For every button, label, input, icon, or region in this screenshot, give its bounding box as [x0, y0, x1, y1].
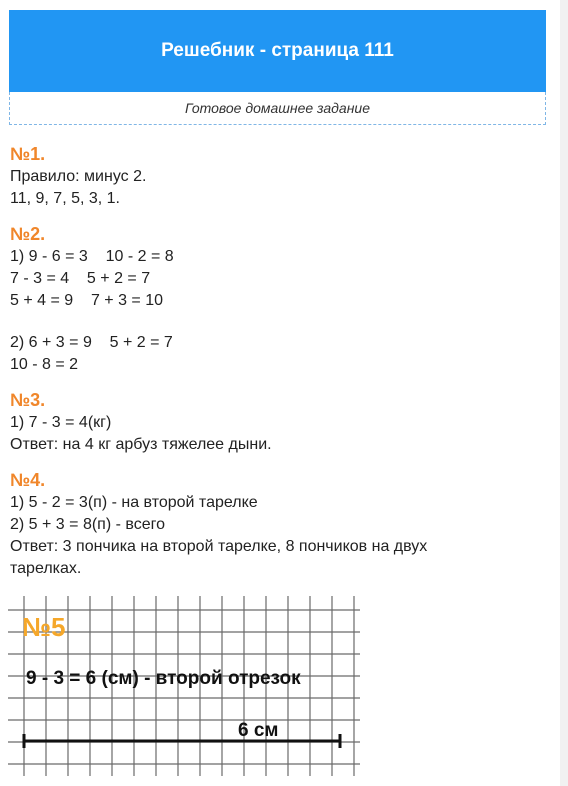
task-line: 1) 7 - 3 = 4(кг)	[10, 414, 112, 431]
page-subtitle-box	[9, 92, 546, 125]
solution-content	[10, 142, 530, 592]
task-number-5: №5	[22, 612, 66, 642]
task-line: 5 + 4 = 9 7 + 3 = 10	[10, 292, 164, 309]
task-line: 1) 9 - 6 = 3 10 - 2 = 8	[10, 248, 174, 265]
page-scrollbar-track	[560, 0, 568, 786]
task-4	[10, 468, 530, 580]
task-line: 10 - 8 = 2	[10, 356, 79, 373]
task-5-equation: 9 - 3 = 6 (см) - второй отрезок	[26, 668, 301, 689]
task-line: 2) 6 + 3 = 9 5 + 2 = 7	[10, 334, 173, 351]
task-line: Ответ: на 4 кг арбуз тяжелее дыни.	[10, 436, 272, 453]
task-1	[10, 142, 530, 210]
task-2	[10, 222, 530, 376]
page-header	[9, 10, 546, 92]
task-number: №1.	[10, 144, 46, 164]
task-5-image	[8, 596, 360, 776]
task-number: №2.	[10, 224, 46, 244]
segment-label: 6 см	[238, 720, 279, 741]
page-title: Решебник - страница 111	[161, 40, 394, 61]
line-gap	[10, 312, 530, 332]
task-line: Правило: минус 2.	[10, 168, 147, 185]
page-subtitle: Готовое домашнее задание	[184, 100, 370, 116]
task-line: 11, 9, 7, 5, 3, 1.	[10, 190, 120, 207]
task-line: 1) 5 - 2 = 3(п) - на второй тарелке	[10, 494, 258, 511]
task-number: №4.	[10, 470, 46, 490]
task-line: Ответ: 3 пончика на второй тарелке, 8 пончиков на двух	[10, 538, 428, 555]
task-number: №3.	[10, 390, 46, 410]
task-line: 7 - 3 = 4 5 + 2 = 7	[10, 270, 151, 287]
task-line: тарелках.	[10, 560, 82, 577]
task-line: 2) 5 + 3 = 8(п) - всего	[10, 516, 165, 533]
grid-paper-drawing	[8, 596, 360, 776]
task-3	[10, 388, 530, 456]
